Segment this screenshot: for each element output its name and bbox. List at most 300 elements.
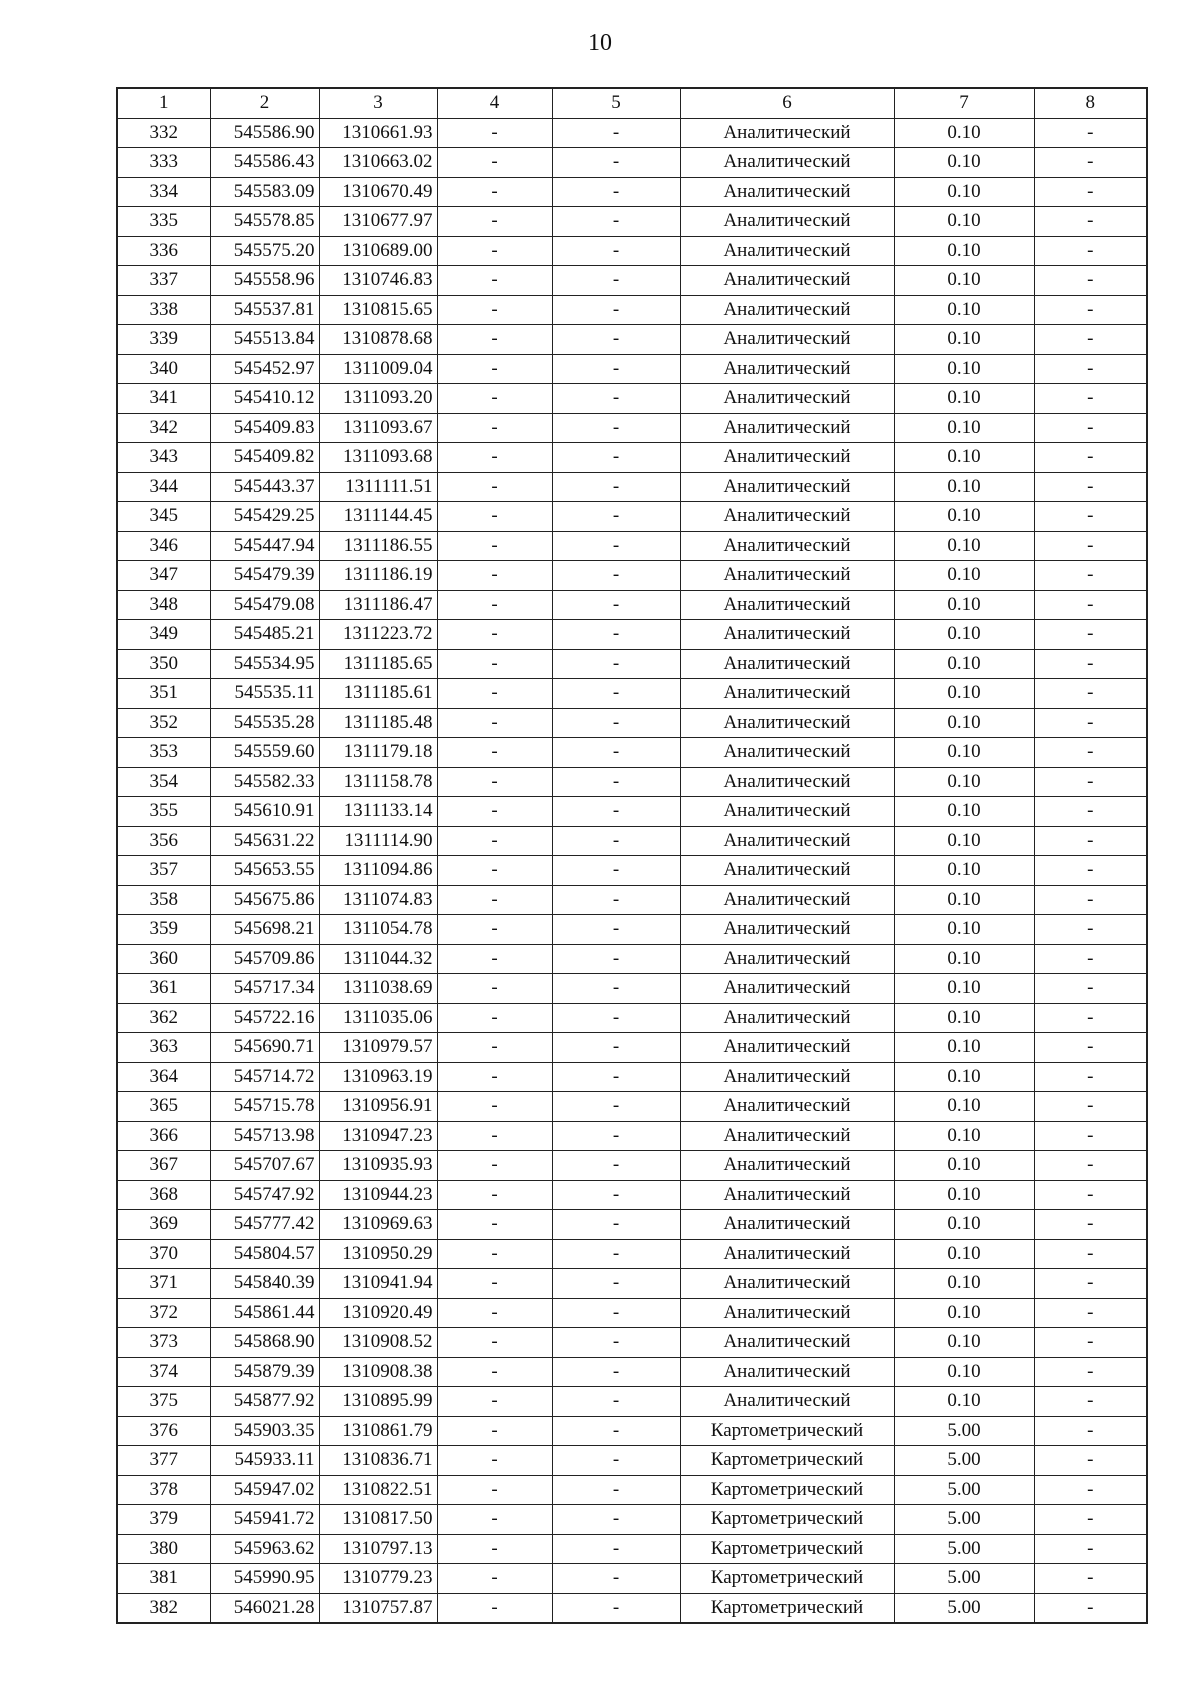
table-row xyxy=(117,1593,1147,1623)
x-coordinate-cell: 545717.34 xyxy=(210,974,319,1004)
column-4-cell: - xyxy=(437,1210,552,1240)
y-coordinate-cell: 1311114.90 xyxy=(319,826,437,856)
x-coordinate-cell: 545582.33 xyxy=(210,767,319,797)
x-coordinate-cell: 545947.02 xyxy=(210,1475,319,1505)
x-coordinate-cell: 545479.39 xyxy=(210,561,319,591)
y-coordinate-cell: 1310979.57 xyxy=(319,1033,437,1063)
table-row xyxy=(117,708,1147,738)
y-coordinate-cell: 1311093.67 xyxy=(319,413,437,443)
x-coordinate-cell: 545713.98 xyxy=(210,1121,319,1151)
column-4-cell: - xyxy=(437,502,552,532)
y-coordinate-cell: 1310963.19 xyxy=(319,1062,437,1092)
column-4-cell: - xyxy=(437,531,552,561)
x-coordinate-cell: 545583.09 xyxy=(210,177,319,207)
point-number-cell: 338 xyxy=(117,295,210,325)
point-number-cell: 355 xyxy=(117,797,210,827)
x-coordinate-cell: 545777.42 xyxy=(210,1210,319,1240)
accuracy-cell: 0.10 xyxy=(894,177,1034,207)
method-cell: Аналитический xyxy=(680,354,894,384)
column-8-cell: - xyxy=(1034,1534,1147,1564)
table-row xyxy=(117,1003,1147,1033)
accuracy-cell: 0.10 xyxy=(894,944,1034,974)
column-4-cell: - xyxy=(437,561,552,591)
method-cell: Аналитический xyxy=(680,590,894,620)
method-cell: Аналитический xyxy=(680,826,894,856)
column-8-cell: - xyxy=(1034,1593,1147,1623)
method-cell: Аналитический xyxy=(680,1328,894,1358)
column-5-cell: - xyxy=(552,738,680,768)
column-8-cell: - xyxy=(1034,944,1147,974)
column-4-cell: - xyxy=(437,148,552,178)
x-coordinate-cell: 545443.37 xyxy=(210,472,319,502)
table-row xyxy=(117,1298,1147,1328)
column-8-cell: - xyxy=(1034,1239,1147,1269)
x-coordinate-cell: 545535.11 xyxy=(210,679,319,709)
column-header-8: 8 xyxy=(1034,88,1147,118)
column-4-cell: - xyxy=(437,797,552,827)
point-number-cell: 358 xyxy=(117,885,210,915)
point-number-cell: 381 xyxy=(117,1564,210,1594)
column-4-cell: - xyxy=(437,177,552,207)
column-5-cell: - xyxy=(552,915,680,945)
method-cell: Картометрический xyxy=(680,1564,894,1594)
table-row xyxy=(117,443,1147,473)
table-row xyxy=(117,944,1147,974)
column-8-cell: - xyxy=(1034,207,1147,237)
column-8-cell: - xyxy=(1034,856,1147,886)
method-cell: Аналитический xyxy=(680,1092,894,1122)
column-8-cell: - xyxy=(1034,236,1147,266)
table-row xyxy=(117,148,1147,178)
column-4-cell: - xyxy=(437,1593,552,1623)
column-8-cell: - xyxy=(1034,531,1147,561)
table-row xyxy=(117,325,1147,355)
table-row xyxy=(117,266,1147,296)
x-coordinate-cell: 545675.86 xyxy=(210,885,319,915)
y-coordinate-cell: 1310908.38 xyxy=(319,1357,437,1387)
column-5-cell: - xyxy=(552,1151,680,1181)
column-8-cell: - xyxy=(1034,1475,1147,1505)
accuracy-cell: 5.00 xyxy=(894,1505,1034,1535)
accuracy-cell: 0.10 xyxy=(894,797,1034,827)
column-4-cell: - xyxy=(437,1062,552,1092)
method-cell: Аналитический xyxy=(680,118,894,148)
point-number-cell: 378 xyxy=(117,1475,210,1505)
method-cell: Аналитический xyxy=(680,1239,894,1269)
accuracy-cell: 0.10 xyxy=(894,1092,1034,1122)
column-4-cell: - xyxy=(437,472,552,502)
method-cell: Аналитический xyxy=(680,1003,894,1033)
y-coordinate-cell: 1311186.47 xyxy=(319,590,437,620)
column-8-cell: - xyxy=(1034,443,1147,473)
y-coordinate-cell: 1311094.86 xyxy=(319,856,437,886)
column-4-cell: - xyxy=(437,354,552,384)
accuracy-cell: 0.10 xyxy=(894,1298,1034,1328)
table-row xyxy=(117,207,1147,237)
method-cell: Аналитический xyxy=(680,1121,894,1151)
table-row xyxy=(117,1239,1147,1269)
column-5-cell: - xyxy=(552,207,680,237)
table-row xyxy=(117,974,1147,1004)
column-4-cell: - xyxy=(437,738,552,768)
table-row xyxy=(117,1092,1147,1122)
point-number-cell: 374 xyxy=(117,1357,210,1387)
column-8-cell: - xyxy=(1034,649,1147,679)
point-number-cell: 344 xyxy=(117,472,210,502)
column-header-4: 4 xyxy=(437,88,552,118)
accuracy-cell: 0.10 xyxy=(894,443,1034,473)
column-8-cell: - xyxy=(1034,1210,1147,1240)
y-coordinate-cell: 1310935.93 xyxy=(319,1151,437,1181)
x-coordinate-cell: 545877.92 xyxy=(210,1387,319,1417)
column-4-cell: - xyxy=(437,1151,552,1181)
method-cell: Картометрический xyxy=(680,1475,894,1505)
y-coordinate-cell: 1310956.91 xyxy=(319,1092,437,1122)
column-5-cell: - xyxy=(552,1269,680,1299)
accuracy-cell: 0.10 xyxy=(894,236,1034,266)
column-4-cell: - xyxy=(437,1269,552,1299)
point-number-cell: 340 xyxy=(117,354,210,384)
column-8-cell: - xyxy=(1034,118,1147,148)
column-5-cell: - xyxy=(552,502,680,532)
column-header-6: 6 xyxy=(680,88,894,118)
accuracy-cell: 0.10 xyxy=(894,384,1034,414)
column-5-cell: - xyxy=(552,354,680,384)
column-4-cell: - xyxy=(437,295,552,325)
column-8-cell: - xyxy=(1034,1033,1147,1063)
column-8-cell: - xyxy=(1034,325,1147,355)
accuracy-cell: 0.10 xyxy=(894,472,1034,502)
accuracy-cell: 0.10 xyxy=(894,590,1034,620)
column-8-cell: - xyxy=(1034,354,1147,384)
column-5-cell: - xyxy=(552,1239,680,1269)
x-coordinate-cell: 545479.08 xyxy=(210,590,319,620)
x-coordinate-cell: 545534.95 xyxy=(210,649,319,679)
method-cell: Аналитический xyxy=(680,1269,894,1299)
table-row xyxy=(117,1564,1147,1594)
point-number-cell: 341 xyxy=(117,384,210,414)
table-row xyxy=(117,472,1147,502)
column-5-cell: - xyxy=(552,1210,680,1240)
method-cell: Аналитический xyxy=(680,1210,894,1240)
column-8-cell: - xyxy=(1034,590,1147,620)
column-5-cell: - xyxy=(552,118,680,148)
column-4-cell: - xyxy=(437,118,552,148)
method-cell: Аналитический xyxy=(680,620,894,650)
column-4-cell: - xyxy=(437,1092,552,1122)
column-5-cell: - xyxy=(552,1180,680,1210)
y-coordinate-cell: 1311133.14 xyxy=(319,797,437,827)
point-number-cell: 359 xyxy=(117,915,210,945)
column-4-cell: - xyxy=(437,1003,552,1033)
column-4-cell: - xyxy=(437,915,552,945)
column-4-cell: - xyxy=(437,1033,552,1063)
column-5-cell: - xyxy=(552,649,680,679)
column-header-2: 2 xyxy=(210,88,319,118)
method-cell: Аналитический xyxy=(680,1151,894,1181)
column-8-cell: - xyxy=(1034,148,1147,178)
accuracy-cell: 5.00 xyxy=(894,1534,1034,1564)
column-5-cell: - xyxy=(552,236,680,266)
column-5-cell: - xyxy=(552,148,680,178)
y-coordinate-cell: 1310661.93 xyxy=(319,118,437,148)
column-5-cell: - xyxy=(552,177,680,207)
accuracy-cell: 0.10 xyxy=(894,413,1034,443)
y-coordinate-cell: 1310895.99 xyxy=(319,1387,437,1417)
table-row xyxy=(117,354,1147,384)
x-coordinate-cell: 545714.72 xyxy=(210,1062,319,1092)
column-5-cell: - xyxy=(552,1121,680,1151)
column-8-cell: - xyxy=(1034,620,1147,650)
point-number-cell: 353 xyxy=(117,738,210,768)
column-5-cell: - xyxy=(552,266,680,296)
table-row xyxy=(117,384,1147,414)
accuracy-cell: 0.10 xyxy=(894,502,1034,532)
x-coordinate-cell: 545610.91 xyxy=(210,797,319,827)
y-coordinate-cell: 1310677.97 xyxy=(319,207,437,237)
accuracy-cell: 0.10 xyxy=(894,1180,1034,1210)
column-8-cell: - xyxy=(1034,413,1147,443)
y-coordinate-cell: 1310663.02 xyxy=(319,148,437,178)
column-8-cell: - xyxy=(1034,679,1147,709)
table-row xyxy=(117,826,1147,856)
table-row xyxy=(117,856,1147,886)
method-cell: Аналитический xyxy=(680,472,894,502)
point-number-cell: 356 xyxy=(117,826,210,856)
accuracy-cell: 0.10 xyxy=(894,767,1034,797)
accuracy-cell: 0.10 xyxy=(894,1121,1034,1151)
y-coordinate-cell: 1311186.55 xyxy=(319,531,437,561)
point-number-cell: 380 xyxy=(117,1534,210,1564)
accuracy-cell: 0.10 xyxy=(894,1151,1034,1181)
table-row xyxy=(117,590,1147,620)
column-4-cell: - xyxy=(437,885,552,915)
method-cell: Аналитический xyxy=(680,885,894,915)
y-coordinate-cell: 1310878.68 xyxy=(319,325,437,355)
column-8-cell: - xyxy=(1034,767,1147,797)
x-coordinate-cell: 545861.44 xyxy=(210,1298,319,1328)
column-5-cell: - xyxy=(552,679,680,709)
column-8-cell: - xyxy=(1034,1564,1147,1594)
x-coordinate-cell: 545698.21 xyxy=(210,915,319,945)
x-coordinate-cell: 545429.25 xyxy=(210,502,319,532)
method-cell: Аналитический xyxy=(680,325,894,355)
accuracy-cell: 0.10 xyxy=(894,738,1034,768)
column-4-cell: - xyxy=(437,266,552,296)
column-4-cell: - xyxy=(437,708,552,738)
x-coordinate-cell: 545578.85 xyxy=(210,207,319,237)
y-coordinate-cell: 1311179.18 xyxy=(319,738,437,768)
column-8-cell: - xyxy=(1034,295,1147,325)
table-row xyxy=(117,1210,1147,1240)
x-coordinate-cell: 545485.21 xyxy=(210,620,319,650)
column-8-cell: - xyxy=(1034,177,1147,207)
method-cell: Аналитический xyxy=(680,384,894,414)
method-cell: Картометрический xyxy=(680,1505,894,1535)
y-coordinate-cell: 1311111.51 xyxy=(319,472,437,502)
column-5-cell: - xyxy=(552,826,680,856)
table-row xyxy=(117,502,1147,532)
point-number-cell: 351 xyxy=(117,679,210,709)
y-coordinate-cell: 1311223.72 xyxy=(319,620,437,650)
column-4-cell: - xyxy=(437,649,552,679)
column-8-cell: - xyxy=(1034,974,1147,1004)
column-4-cell: - xyxy=(437,856,552,886)
column-5-cell: - xyxy=(552,1564,680,1594)
point-number-cell: 334 xyxy=(117,177,210,207)
accuracy-cell: 0.10 xyxy=(894,354,1034,384)
column-8-cell: - xyxy=(1034,1062,1147,1092)
point-number-cell: 360 xyxy=(117,944,210,974)
accuracy-cell: 0.10 xyxy=(894,620,1034,650)
method-cell: Аналитический xyxy=(680,148,894,178)
accuracy-cell: 0.10 xyxy=(894,974,1034,1004)
point-number-cell: 371 xyxy=(117,1269,210,1299)
accuracy-cell: 0.10 xyxy=(894,1033,1034,1063)
y-coordinate-cell: 1311038.69 xyxy=(319,974,437,1004)
column-8-cell: - xyxy=(1034,915,1147,945)
table-row xyxy=(117,1505,1147,1535)
table-row xyxy=(117,649,1147,679)
column-4-cell: - xyxy=(437,384,552,414)
accuracy-cell: 0.10 xyxy=(894,1357,1034,1387)
y-coordinate-cell: 1311093.68 xyxy=(319,443,437,473)
x-coordinate-cell: 545447.94 xyxy=(210,531,319,561)
method-cell: Аналитический xyxy=(680,944,894,974)
table-row xyxy=(117,1446,1147,1476)
x-coordinate-cell: 545513.84 xyxy=(210,325,319,355)
column-5-cell: - xyxy=(552,1328,680,1358)
y-coordinate-cell: 1311035.06 xyxy=(319,1003,437,1033)
y-coordinate-cell: 1310908.52 xyxy=(319,1328,437,1358)
y-coordinate-cell: 1310969.63 xyxy=(319,1210,437,1240)
method-cell: Аналитический xyxy=(680,767,894,797)
y-coordinate-cell: 1310947.23 xyxy=(319,1121,437,1151)
point-number-cell: 339 xyxy=(117,325,210,355)
point-number-cell: 342 xyxy=(117,413,210,443)
accuracy-cell: 5.00 xyxy=(894,1593,1034,1623)
y-coordinate-cell: 1311158.78 xyxy=(319,767,437,797)
column-5-cell: - xyxy=(552,531,680,561)
y-coordinate-cell: 1310836.71 xyxy=(319,1446,437,1476)
point-number-cell: 365 xyxy=(117,1092,210,1122)
column-8-cell: - xyxy=(1034,472,1147,502)
x-coordinate-cell: 545747.92 xyxy=(210,1180,319,1210)
x-coordinate-cell: 545990.95 xyxy=(210,1564,319,1594)
x-coordinate-cell: 545409.82 xyxy=(210,443,319,473)
method-cell: Аналитический xyxy=(680,915,894,945)
column-5-cell: - xyxy=(552,1003,680,1033)
column-5-cell: - xyxy=(552,384,680,414)
point-number-cell: 354 xyxy=(117,767,210,797)
method-cell: Аналитический xyxy=(680,708,894,738)
table-row xyxy=(117,1357,1147,1387)
column-8-cell: - xyxy=(1034,1416,1147,1446)
y-coordinate-cell: 1310797.13 xyxy=(319,1534,437,1564)
point-number-cell: 372 xyxy=(117,1298,210,1328)
table-row xyxy=(117,1534,1147,1564)
accuracy-cell: 0.10 xyxy=(894,915,1034,945)
method-cell: Аналитический xyxy=(680,1033,894,1063)
point-number-cell: 347 xyxy=(117,561,210,591)
x-coordinate-cell: 545709.86 xyxy=(210,944,319,974)
method-cell: Аналитический xyxy=(680,266,894,296)
coordinates-table xyxy=(116,87,1148,1624)
point-number-cell: 368 xyxy=(117,1180,210,1210)
column-8-cell: - xyxy=(1034,502,1147,532)
x-coordinate-cell: 545722.16 xyxy=(210,1003,319,1033)
column-5-cell: - xyxy=(552,856,680,886)
column-8-cell: - xyxy=(1034,1328,1147,1358)
point-number-cell: 376 xyxy=(117,1416,210,1446)
x-coordinate-cell: 545941.72 xyxy=(210,1505,319,1535)
column-5-cell: - xyxy=(552,1505,680,1535)
y-coordinate-cell: 1311044.32 xyxy=(319,944,437,974)
accuracy-cell: 0.10 xyxy=(894,1003,1034,1033)
x-coordinate-cell: 545840.39 xyxy=(210,1269,319,1299)
point-number-cell: 349 xyxy=(117,620,210,650)
accuracy-cell: 5.00 xyxy=(894,1416,1034,1446)
column-5-cell: - xyxy=(552,1416,680,1446)
x-coordinate-cell: 545410.12 xyxy=(210,384,319,414)
column-5-cell: - xyxy=(552,472,680,502)
column-4-cell: - xyxy=(437,1505,552,1535)
column-5-cell: - xyxy=(552,708,680,738)
column-8-cell: - xyxy=(1034,797,1147,827)
x-coordinate-cell: 545653.55 xyxy=(210,856,319,886)
column-5-cell: - xyxy=(552,797,680,827)
table-row xyxy=(117,1269,1147,1299)
x-coordinate-cell: 545903.35 xyxy=(210,1416,319,1446)
column-5-cell: - xyxy=(552,767,680,797)
column-8-cell: - xyxy=(1034,1269,1147,1299)
column-5-cell: - xyxy=(552,885,680,915)
method-cell: Аналитический xyxy=(680,443,894,473)
column-4-cell: - xyxy=(437,1121,552,1151)
accuracy-cell: 0.10 xyxy=(894,118,1034,148)
column-header-7: 7 xyxy=(894,88,1034,118)
point-number-cell: 370 xyxy=(117,1239,210,1269)
column-4-cell: - xyxy=(437,1357,552,1387)
accuracy-cell: 0.10 xyxy=(894,1387,1034,1417)
point-number-cell: 332 xyxy=(117,118,210,148)
table-row xyxy=(117,738,1147,768)
table-row xyxy=(117,679,1147,709)
x-coordinate-cell: 545575.20 xyxy=(210,236,319,266)
column-4-cell: - xyxy=(437,325,552,355)
x-coordinate-cell: 545586.43 xyxy=(210,148,319,178)
x-coordinate-cell: 545715.78 xyxy=(210,1092,319,1122)
point-number-cell: 364 xyxy=(117,1062,210,1092)
table-row xyxy=(117,797,1147,827)
method-cell: Аналитический xyxy=(680,1357,894,1387)
column-8-cell: - xyxy=(1034,384,1147,414)
column-4-cell: - xyxy=(437,1416,552,1446)
point-number-cell: 335 xyxy=(117,207,210,237)
accuracy-cell: 0.10 xyxy=(894,679,1034,709)
column-5-cell: - xyxy=(552,1387,680,1417)
method-cell: Аналитический xyxy=(680,1180,894,1210)
accuracy-cell: 0.10 xyxy=(894,531,1034,561)
point-number-cell: 361 xyxy=(117,974,210,1004)
method-cell: Аналитический xyxy=(680,236,894,266)
column-4-cell: - xyxy=(437,207,552,237)
x-coordinate-cell: 545558.96 xyxy=(210,266,319,296)
column-4-cell: - xyxy=(437,590,552,620)
method-cell: Аналитический xyxy=(680,797,894,827)
accuracy-cell: 0.10 xyxy=(894,1269,1034,1299)
column-5-cell: - xyxy=(552,1062,680,1092)
